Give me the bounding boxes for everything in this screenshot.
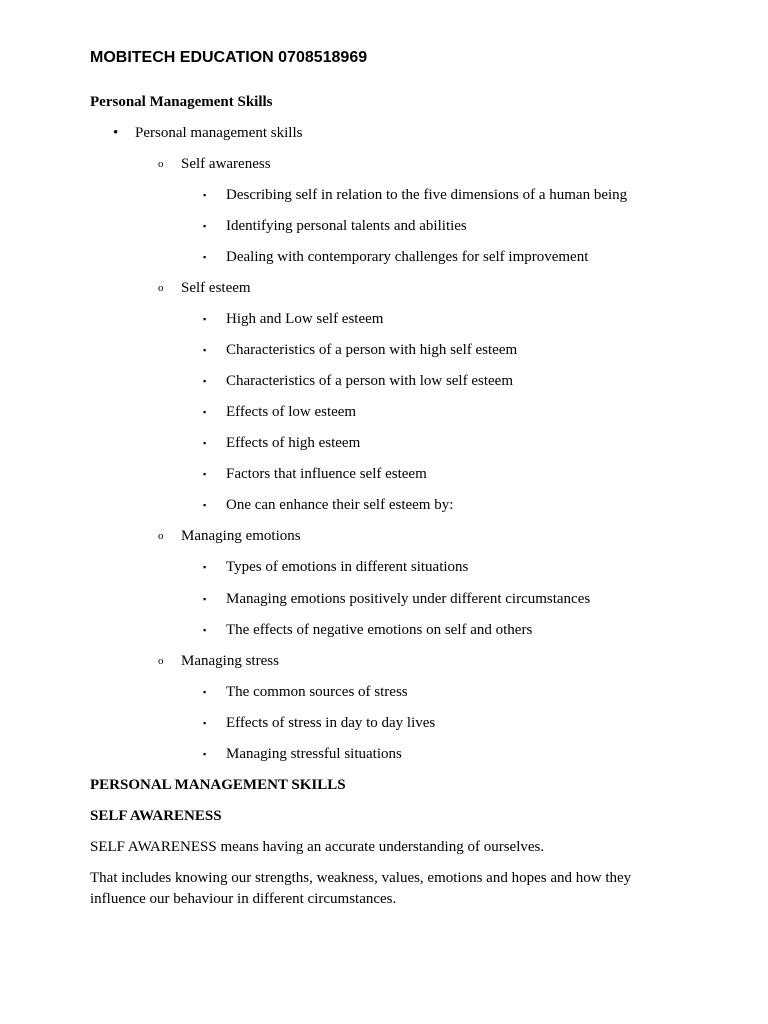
section-heading: PERSONAL MANAGEMENT SKILLS bbox=[90, 777, 346, 793]
bullet-square-icon: ▪ bbox=[203, 562, 207, 572]
outline-subitem: Effects of stress in day to day lives bbox=[226, 715, 436, 731]
bullet-square-icon: ▪ bbox=[203, 438, 207, 448]
bullet-square-icon: ▪ bbox=[203, 221, 207, 231]
outline-subitem: Describing self in relation to the five dimensions of a human being bbox=[226, 187, 628, 203]
bullet-square-icon: ▪ bbox=[203, 252, 207, 262]
outline-subitem: Effects of high esteem bbox=[226, 435, 361, 451]
bullet-square-icon: ▪ bbox=[203, 376, 207, 386]
bullet-square-icon: ▪ bbox=[203, 625, 207, 635]
bullet-square-icon: ▪ bbox=[203, 749, 207, 759]
bullet-circle-icon: o bbox=[158, 530, 164, 542]
bullet-square-icon: ▪ bbox=[203, 594, 207, 604]
outline-subitem: Managing emotions positively under different circumstances bbox=[226, 591, 591, 607]
outline-section-title: Managing emotions bbox=[181, 528, 301, 544]
outline-section-title: Managing stress bbox=[181, 653, 279, 669]
outline-subitem: One can enhance their self esteem by: bbox=[226, 497, 454, 513]
bullet-square-icon: ▪ bbox=[203, 469, 207, 479]
bullet-square-icon: ▪ bbox=[203, 407, 207, 417]
outline-subitem: Managing stressful situations bbox=[226, 746, 402, 762]
outline-subitem: Characteristics of a person with high self esteem bbox=[226, 342, 518, 358]
bullet-square-icon: ▪ bbox=[203, 345, 207, 355]
outline-subitem: The common sources of stress bbox=[226, 684, 408, 700]
outline-level1-item: Personal management skills bbox=[135, 125, 303, 141]
outline-subitem: Characteristics of a person with low self esteem bbox=[226, 373, 513, 389]
subsection-heading: SELF AWARENESS bbox=[90, 808, 222, 824]
outline-section-title: Self esteem bbox=[181, 280, 251, 296]
outline-subitem: Factors that influence self esteem bbox=[226, 466, 427, 482]
outline-section-title: Self awareness bbox=[181, 156, 271, 172]
bullet-circle-icon: o bbox=[158, 282, 164, 294]
outline-subitem: Effects of low esteem bbox=[226, 404, 357, 420]
outline-subitem: Identifying personal talents and abilities bbox=[226, 218, 467, 234]
bullet-disc-icon: • bbox=[113, 125, 119, 141]
bullet-square-icon: ▪ bbox=[203, 314, 207, 324]
outline-subitem: The effects of negative emotions on self and others bbox=[226, 622, 533, 638]
paragraph: SELF AWARENESS means having an accurate understanding of ourselves. bbox=[90, 839, 545, 855]
outline-subitem: Dealing with contemporary challenges for self improvement bbox=[226, 249, 589, 265]
outline-subitem: Types of emotions in different situations bbox=[226, 559, 469, 575]
bullet-square-icon: ▪ bbox=[203, 687, 207, 697]
bullet-circle-icon: o bbox=[158, 158, 164, 170]
outline-subitem: High and Low self esteem bbox=[226, 311, 384, 327]
bullet-square-icon: ▪ bbox=[203, 718, 207, 728]
paragraph: That includes knowing our strengths, weakness, values, emotions and hopes and how they influence our behaviour in different circumstances. bbox=[90, 870, 632, 907]
page-header-title: MOBITECH EDUCATION 0708518969 bbox=[90, 49, 368, 66]
bullet-square-icon: ▪ bbox=[203, 190, 207, 200]
bullet-square-icon: ▪ bbox=[203, 500, 207, 510]
bullet-circle-icon: o bbox=[158, 655, 164, 667]
outline-heading: Personal Management Skills bbox=[90, 94, 273, 110]
